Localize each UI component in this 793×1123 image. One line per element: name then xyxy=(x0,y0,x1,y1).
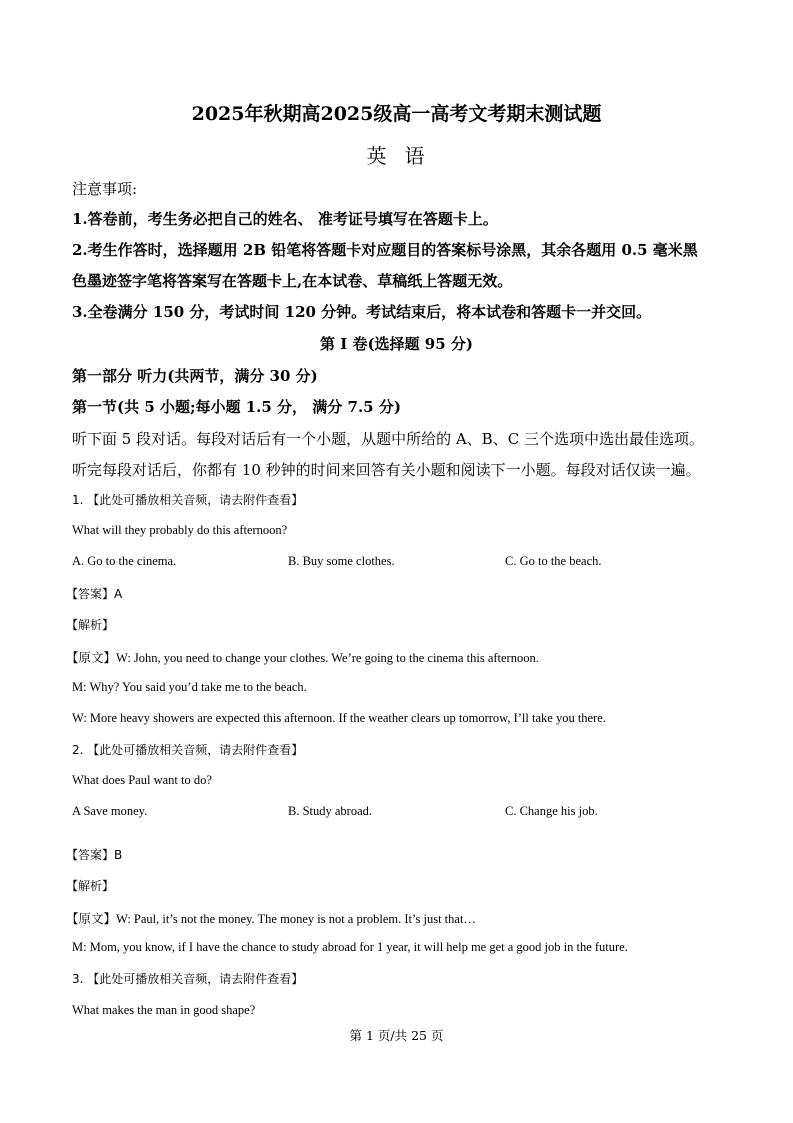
notice-item-3: 3.全卷满分 150 分，考试时间 120 分钟。考试结束后，将本试卷和答题卡一并交回。 xyxy=(72,303,652,321)
question-1-transcript-3: W: More heavy showers are expected this afternoon. If the weather clears up tomorrow, I’ll take you there. xyxy=(72,711,606,725)
notice-item-1: 1.答卷前，考生务必把自己的姓名、 准考证号填写在答题卡上。 xyxy=(72,210,498,228)
question-1-option-a: A. Go to the cinema. xyxy=(72,554,177,568)
instruction-line-2: 听完每段对话后，你都有 10 秒钟的时间来回答有关小题和阅读下一小题。每段对话仅读一遍。 xyxy=(72,461,701,479)
question-1-analysis-label: 【解析】 xyxy=(66,618,115,632)
volume-title: 第 I 卷(选择题 95 分) xyxy=(320,335,473,353)
question-2-option-c: C. Change his job. xyxy=(505,804,598,818)
question-3-header: 3. 【此处可播放相关音频，请去附件查看】 xyxy=(72,972,304,986)
question-2-header: 2. 【此处可播放相关音频，请去附件查看】 xyxy=(72,743,304,757)
question-1-transcript-2: M: Why? You said you’d take me to the beach. xyxy=(72,680,307,694)
page-footer: 第 1 页/共 25 页 xyxy=(349,1028,444,1043)
notice-item-2: 2.考生作答时，选择题用 2B 铅笔将答题卡对应题目的答案标号涂黑，其余各题用 0.5 毫米黑 xyxy=(72,241,698,259)
question-2-transcript-1: 【原文】W: Paul, it’s not the money. The money is not a problem. It’s just that… xyxy=(66,912,476,926)
question-1-option-c: C. Go to the beach. xyxy=(505,554,602,568)
question-3-text: What makes the man in good shape? xyxy=(72,1003,256,1017)
subject-title xyxy=(0,140,793,169)
question-2-option-a: A Save money. xyxy=(72,804,148,818)
notice-heading: 注意事项: xyxy=(72,180,138,198)
question-2-option-b: B. Study abroad. xyxy=(288,804,373,818)
question-1-transcript-1: 【原文】W: John, you need to change your clothes. We’re going to the cinema this afternoon. xyxy=(66,651,539,665)
question-1-option-b: B. Buy some clothes. xyxy=(288,554,395,568)
notice-item-2-cont: 色墨迹签字笔将答案写在答题卡上,在本试卷、草稿纸上答题无效。 xyxy=(72,272,513,290)
question-1-answer: 【答案】A xyxy=(66,587,123,601)
subject-char-2: 语 xyxy=(404,144,427,168)
section-title: 第一节(共 5 小题;每小题 1.5 分， 满分 7.5 分) xyxy=(72,398,401,416)
question-1-text: What will they probably do this afternoon? xyxy=(72,523,288,537)
subject-char-1: 英 xyxy=(366,144,389,168)
question-2-answer: 【答案】B xyxy=(66,848,123,862)
question-1-header: 1. 【此处可播放相关音频，请去附件查看】 xyxy=(72,493,304,507)
question-2-transcript-2: M: Mom, you know, if I have the chance to study abroad for 1 year, it will help me get a good job in the future. xyxy=(72,940,628,954)
instruction-line-1: 听下面 5 段对话。每段对话后有一个小题，从题中所给的 A、B、C 三个选项中选出最佳选项。 xyxy=(72,430,704,448)
exam-title: 2025年秋期高2025级高一高考文考期末测试题 xyxy=(191,103,602,125)
question-2-analysis-label: 【解析】 xyxy=(66,879,115,893)
question-2-text: What does Paul want to do? xyxy=(72,773,212,787)
part-title: 第一部分 听力(共两节，满分 30 分) xyxy=(72,367,318,385)
